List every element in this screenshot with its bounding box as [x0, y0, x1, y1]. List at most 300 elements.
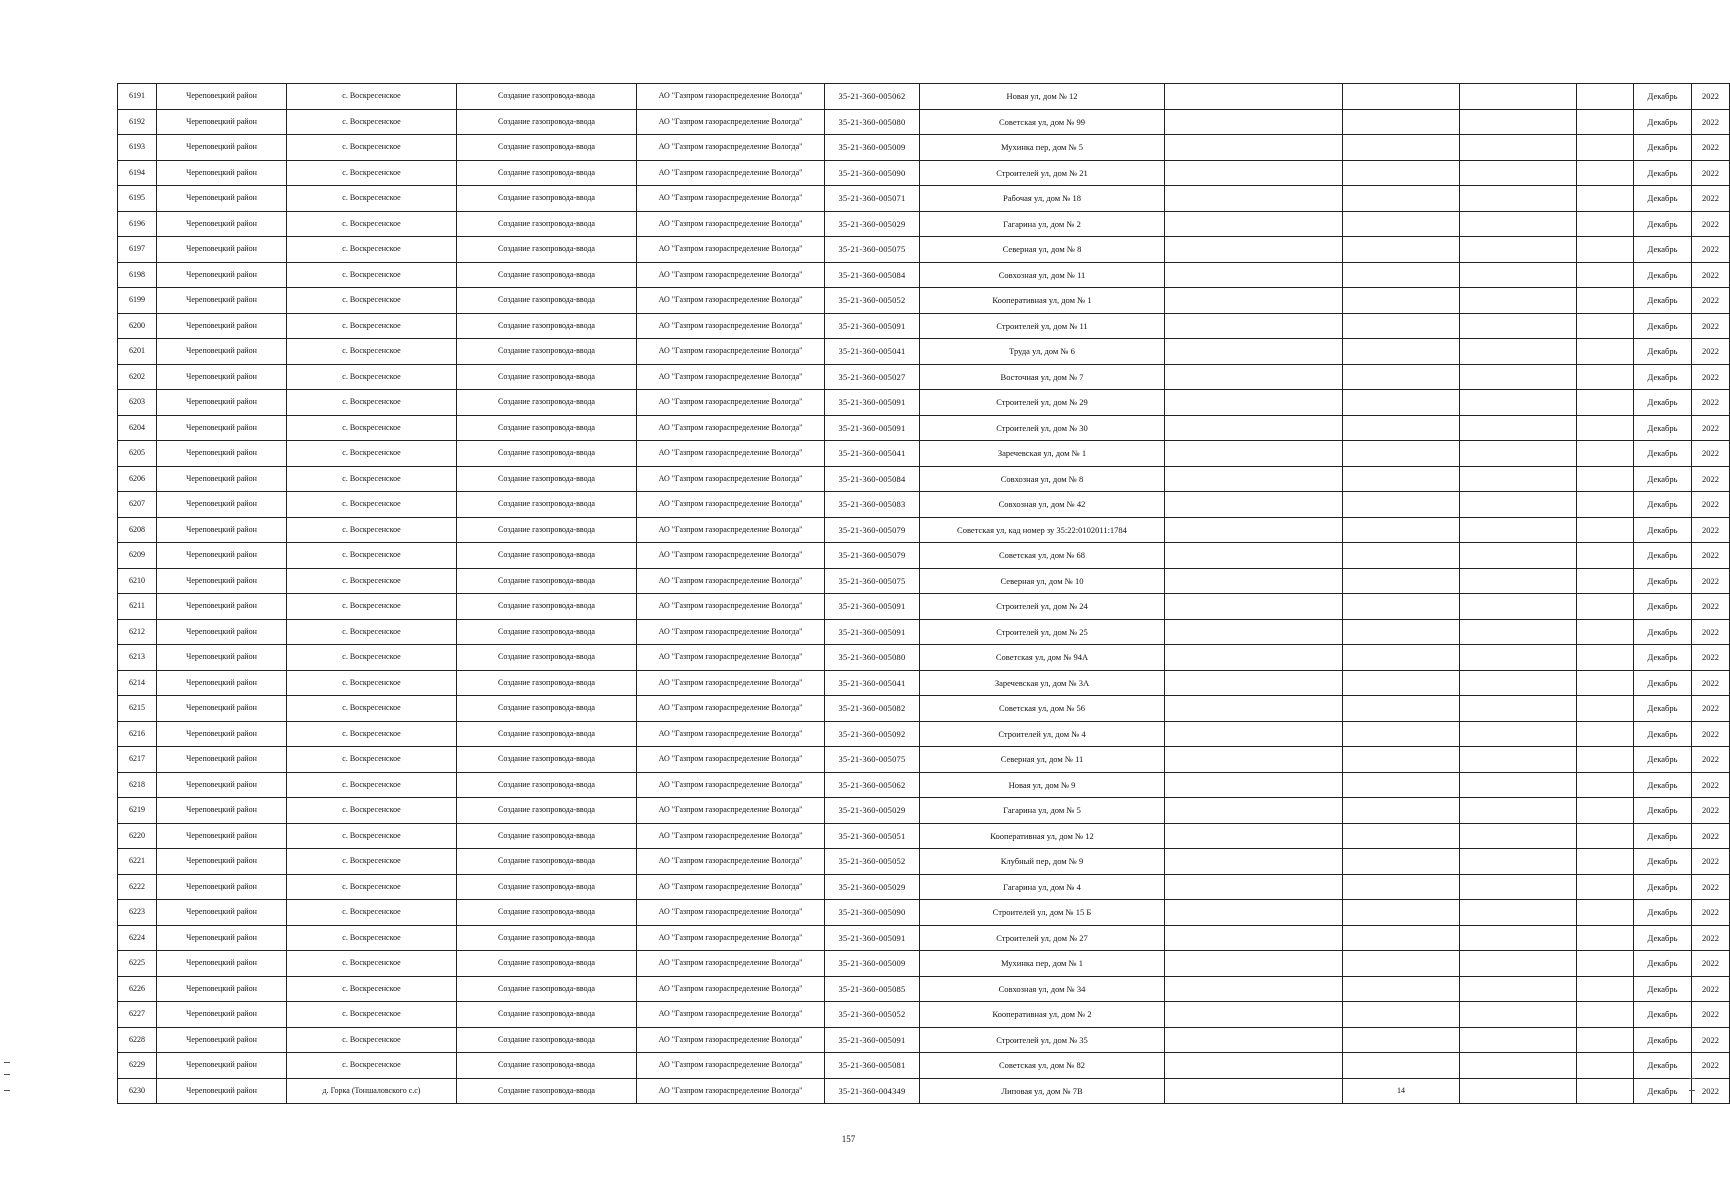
- settlement-cell: с. Воскресенское: [287, 747, 457, 773]
- address-cell: Строителей ул, дом № 15 Б: [920, 900, 1165, 926]
- district-cell: Череповецкий район: [157, 747, 287, 773]
- settlement-cell: с. Воскресенское: [287, 441, 457, 467]
- empty-cell: [1165, 109, 1343, 135]
- table-row: [118, 874, 1730, 900]
- cadastral-number-cell: 35-21-360-005084: [825, 466, 920, 492]
- year-cell: 2022: [1692, 186, 1730, 212]
- spacer-cell: [1577, 849, 1634, 875]
- settlement-cell: с. Воскресенское: [287, 619, 457, 645]
- empty-cell: [1165, 619, 1343, 645]
- settlement-cell: с. Воскресенское: [287, 823, 457, 849]
- organization-cell: АО "Газпром газораспределение Вологда": [637, 976, 825, 1002]
- address-cell: Советская ул, дом № 82: [920, 1053, 1165, 1079]
- empty-cell: [1165, 339, 1343, 365]
- organization-cell: АО "Газпром газораспределение Вологда": [637, 84, 825, 110]
- empty-cell: [1460, 874, 1577, 900]
- district-cell: Череповецкий район: [157, 390, 287, 416]
- district-cell: Череповецкий район: [157, 135, 287, 161]
- empty-cell: [1165, 237, 1343, 263]
- address-cell: Гагарина ул, дом № 2: [920, 211, 1165, 237]
- quantity-cell: [1343, 976, 1460, 1002]
- organization-cell: АО "Газпром газораспределение Вологда": [637, 645, 825, 671]
- work-type-cell: Создание газопровода-ввода: [457, 951, 637, 977]
- empty-cell: [1460, 466, 1577, 492]
- year-cell: 2022: [1692, 517, 1730, 543]
- cadastral-number-cell: 35-21-360-005009: [825, 951, 920, 977]
- organization-cell: АО "Газпром газораспределение Вологда": [637, 441, 825, 467]
- spacer-cell: [1577, 670, 1634, 696]
- year-cell: 2022: [1692, 772, 1730, 798]
- row-number: 6222: [118, 874, 157, 900]
- address-cell: Северная ул, дом № 8: [920, 237, 1165, 263]
- settlement-cell: д. Горка (Тоншаловского с.с): [287, 1078, 457, 1104]
- empty-cell: [1460, 849, 1577, 875]
- quantity-cell: [1343, 721, 1460, 747]
- spacer-cell: [1577, 262, 1634, 288]
- cadastral-number-cell: 35-21-360-005029: [825, 211, 920, 237]
- address-cell: Кооперативная ул, дом № 1: [920, 288, 1165, 314]
- year-cell: 2022: [1692, 339, 1730, 365]
- empty-cell: [1460, 364, 1577, 390]
- settlement-cell: с. Воскресенское: [287, 211, 457, 237]
- quantity-cell: [1343, 823, 1460, 849]
- table-row: [118, 262, 1730, 288]
- month-cell: Декабрь: [1634, 798, 1692, 824]
- year-cell: 2022: [1692, 619, 1730, 645]
- work-type-cell: Создание газопровода-ввода: [457, 543, 637, 569]
- row-number: 6203: [118, 390, 157, 416]
- settlement-cell: с. Воскресенское: [287, 492, 457, 518]
- address-cell: Строителей ул, дом № 29: [920, 390, 1165, 416]
- work-type-cell: Создание газопровода-ввода: [457, 364, 637, 390]
- year-cell: 2022: [1692, 568, 1730, 594]
- year-cell: 2022: [1692, 543, 1730, 569]
- table-row: [118, 849, 1730, 875]
- empty-cell: [1460, 390, 1577, 416]
- settlement-cell: с. Воскресенское: [287, 109, 457, 135]
- quantity-cell: [1343, 160, 1460, 186]
- spacer-cell: [1577, 364, 1634, 390]
- table-row: [118, 390, 1730, 416]
- organization-cell: АО "Газпром газораспределение Вологда": [637, 543, 825, 569]
- month-cell: Декабрь: [1634, 568, 1692, 594]
- table-row: [118, 492, 1730, 518]
- empty-cell: [1460, 798, 1577, 824]
- work-type-cell: Создание газопровода-ввода: [457, 594, 637, 620]
- empty-cell: [1460, 568, 1577, 594]
- spacer-cell: [1577, 288, 1634, 314]
- spacer-cell: [1577, 517, 1634, 543]
- quantity-cell: [1343, 594, 1460, 620]
- settlement-cell: с. Воскресенское: [287, 645, 457, 671]
- quantity-cell: [1343, 466, 1460, 492]
- empty-cell: [1165, 262, 1343, 288]
- empty-cell: [1460, 543, 1577, 569]
- table-body: [118, 84, 1730, 1104]
- month-cell: Декабрь: [1634, 874, 1692, 900]
- cadastral-number-cell: 35-21-360-005071: [825, 186, 920, 212]
- address-cell: Совхозная ул, дом № 11: [920, 262, 1165, 288]
- spacer-cell: [1577, 339, 1634, 365]
- work-type-cell: Создание газопровода-ввода: [457, 84, 637, 110]
- table-row: [118, 925, 1730, 951]
- work-type-cell: Создание газопровода-ввода: [457, 925, 637, 951]
- quantity-cell: [1343, 747, 1460, 773]
- district-cell: Череповецкий район: [157, 237, 287, 263]
- settlement-cell: с. Воскресенское: [287, 594, 457, 620]
- cadastral-number-cell: 35-21-360-005090: [825, 900, 920, 926]
- quantity-cell: [1343, 619, 1460, 645]
- quantity-cell: [1343, 874, 1460, 900]
- empty-cell: [1460, 415, 1577, 441]
- address-cell: Строителей ул, дом № 4: [920, 721, 1165, 747]
- organization-cell: АО "Газпром газораспределение Вологда": [637, 390, 825, 416]
- work-type-cell: Создание газопровода-ввода: [457, 1078, 637, 1104]
- year-cell: 2022: [1692, 925, 1730, 951]
- address-cell: Кооперативная ул, дом № 2: [920, 1002, 1165, 1028]
- month-cell: Декабрь: [1634, 747, 1692, 773]
- settlement-cell: с. Воскресенское: [287, 288, 457, 314]
- organization-cell: АО "Газпром газораспределение Вологда": [637, 160, 825, 186]
- row-number: 6218: [118, 772, 157, 798]
- table-row: [118, 339, 1730, 365]
- row-number: 6200: [118, 313, 157, 339]
- organization-cell: АО "Газпром газораспределение Вологда": [637, 1002, 825, 1028]
- table-row: [118, 186, 1730, 212]
- year-cell: 2022: [1692, 466, 1730, 492]
- district-cell: Череповецкий район: [157, 211, 287, 237]
- year-cell: 2022: [1692, 109, 1730, 135]
- work-type-cell: Создание газопровода-ввода: [457, 798, 637, 824]
- spacer-cell: [1577, 415, 1634, 441]
- organization-cell: АО "Газпром газораспределение Вологда": [637, 466, 825, 492]
- empty-cell: [1165, 772, 1343, 798]
- district-cell: Череповецкий район: [157, 1002, 287, 1028]
- district-cell: Череповецкий район: [157, 772, 287, 798]
- margin-mark: [4, 1090, 10, 1091]
- table-row: [118, 1002, 1730, 1028]
- quantity-cell: [1343, 1053, 1460, 1079]
- spacer-cell: [1577, 925, 1634, 951]
- year-cell: 2022: [1692, 492, 1730, 518]
- district-cell: Череповецкий район: [157, 441, 287, 467]
- cadastral-number-cell: 35-21-360-005052: [825, 1002, 920, 1028]
- work-type-cell: Создание газопровода-ввода: [457, 874, 637, 900]
- empty-cell: [1165, 441, 1343, 467]
- empty-cell: [1165, 313, 1343, 339]
- work-type-cell: Создание газопровода-ввода: [457, 900, 637, 926]
- cadastral-number-cell: 35-21-360-005029: [825, 874, 920, 900]
- district-cell: Череповецкий район: [157, 951, 287, 977]
- row-number: 6216: [118, 721, 157, 747]
- cadastral-number-cell: 35-21-360-005084: [825, 262, 920, 288]
- work-type-cell: Создание газопровода-ввода: [457, 186, 637, 212]
- settlement-cell: с. Воскресенское: [287, 517, 457, 543]
- spacer-cell: [1577, 772, 1634, 798]
- cadastral-number-cell: 35-21-360-005085: [825, 976, 920, 1002]
- organization-cell: АО "Газпром газораспределение Вологда": [637, 849, 825, 875]
- district-cell: Череповецкий район: [157, 160, 287, 186]
- work-type-cell: Создание газопровода-ввода: [457, 619, 637, 645]
- row-number: 6217: [118, 747, 157, 773]
- month-cell: Декабрь: [1634, 84, 1692, 110]
- empty-cell: [1165, 925, 1343, 951]
- district-cell: Череповецкий район: [157, 645, 287, 671]
- spacer-cell: [1577, 186, 1634, 212]
- empty-cell: [1165, 492, 1343, 518]
- month-cell: Декабрь: [1634, 339, 1692, 365]
- district-cell: Череповецкий район: [157, 594, 287, 620]
- data-table: [117, 83, 1730, 1104]
- table-row: [118, 84, 1730, 110]
- row-number: 6202: [118, 364, 157, 390]
- empty-cell: [1460, 823, 1577, 849]
- district-cell: Череповецкий район: [157, 874, 287, 900]
- empty-cell: [1165, 849, 1343, 875]
- address-cell: Липовая ул, дом № 7В: [920, 1078, 1165, 1104]
- settlement-cell: с. Воскресенское: [287, 160, 457, 186]
- month-cell: Декабрь: [1634, 492, 1692, 518]
- quantity-cell: [1343, 390, 1460, 416]
- spacer-cell: [1577, 798, 1634, 824]
- empty-cell: [1460, 492, 1577, 518]
- empty-cell: [1165, 211, 1343, 237]
- empty-cell: [1165, 1078, 1343, 1104]
- district-cell: Череповецкий район: [157, 1078, 287, 1104]
- settlement-cell: с. Воскресенское: [287, 798, 457, 824]
- work-type-cell: Создание газопровода-ввода: [457, 1002, 637, 1028]
- cadastral-number-cell: 35-21-360-005052: [825, 849, 920, 875]
- empty-cell: [1165, 747, 1343, 773]
- quantity-cell: [1343, 696, 1460, 722]
- address-cell: Новая ул, дом № 9: [920, 772, 1165, 798]
- address-cell: Гагарина ул, дом № 5: [920, 798, 1165, 824]
- empty-cell: [1460, 772, 1577, 798]
- row-number: 6225: [118, 951, 157, 977]
- work-type-cell: Создание газопровода-ввода: [457, 466, 637, 492]
- year-cell: 2022: [1692, 135, 1730, 161]
- spacer-cell: [1577, 747, 1634, 773]
- row-number: 6206: [118, 466, 157, 492]
- quantity-cell: [1343, 135, 1460, 161]
- district-cell: Череповецкий район: [157, 262, 287, 288]
- quantity-cell: [1343, 186, 1460, 212]
- month-cell: Декабрь: [1634, 441, 1692, 467]
- spacer-cell: [1577, 313, 1634, 339]
- address-cell: Строителей ул, дом № 30: [920, 415, 1165, 441]
- work-type-cell: Создание газопровода-ввода: [457, 976, 637, 1002]
- cadastral-number-cell: 35-21-360-005091: [825, 594, 920, 620]
- work-type-cell: Создание газопровода-ввода: [457, 696, 637, 722]
- organization-cell: АО "Газпром газораспределение Вологда": [637, 747, 825, 773]
- address-cell: Строителей ул, дом № 27: [920, 925, 1165, 951]
- settlement-cell: с. Воскресенское: [287, 696, 457, 722]
- row-number: 6230: [118, 1078, 157, 1104]
- empty-cell: [1460, 1053, 1577, 1079]
- row-number: 6219: [118, 798, 157, 824]
- table-row: [118, 1053, 1730, 1079]
- cadastral-number-cell: 35-21-360-005009: [825, 135, 920, 161]
- row-number: 6194: [118, 160, 157, 186]
- work-type-cell: Создание газопровода-ввода: [457, 568, 637, 594]
- year-cell: 2022: [1692, 441, 1730, 467]
- quantity-cell: [1343, 492, 1460, 518]
- cadastral-number-cell: 35-21-360-005091: [825, 1027, 920, 1053]
- quantity-cell: [1343, 109, 1460, 135]
- year-cell: 2022: [1692, 160, 1730, 186]
- table-row: [118, 415, 1730, 441]
- year-cell: 2022: [1692, 1078, 1730, 1104]
- month-cell: Декабрь: [1634, 135, 1692, 161]
- address-cell: Мухинка пер, дом № 5: [920, 135, 1165, 161]
- cadastral-number-cell: 35-21-360-005092: [825, 721, 920, 747]
- year-cell: 2022: [1692, 900, 1730, 926]
- spacer-cell: [1577, 951, 1634, 977]
- empty-cell: [1460, 645, 1577, 671]
- work-type-cell: Создание газопровода-ввода: [457, 109, 637, 135]
- spacer-cell: [1577, 466, 1634, 492]
- spacer-cell: [1577, 1078, 1634, 1104]
- quantity-cell: [1343, 951, 1460, 977]
- spacer-cell: [1577, 211, 1634, 237]
- spacer-cell: [1577, 160, 1634, 186]
- address-cell: Заречевская ул, дом № 1: [920, 441, 1165, 467]
- month-cell: Декабрь: [1634, 466, 1692, 492]
- empty-cell: [1165, 670, 1343, 696]
- quantity-cell: [1343, 441, 1460, 467]
- work-type-cell: Создание газопровода-ввода: [457, 135, 637, 161]
- work-type-cell: Создание газопровода-ввода: [457, 1027, 637, 1053]
- spacer-cell: [1577, 1053, 1634, 1079]
- address-cell: Строителей ул, дом № 25: [920, 619, 1165, 645]
- row-number: 6226: [118, 976, 157, 1002]
- row-number: 6192: [118, 109, 157, 135]
- table-row: [118, 645, 1730, 671]
- quantity-cell: [1343, 84, 1460, 110]
- month-cell: Декабрь: [1634, 543, 1692, 569]
- row-number: 6209: [118, 543, 157, 569]
- cadastral-number-cell: 35-21-360-005083: [825, 492, 920, 518]
- quantity-cell: [1343, 211, 1460, 237]
- spacer-cell: [1577, 84, 1634, 110]
- year-cell: 2022: [1692, 951, 1730, 977]
- settlement-cell: с. Воскресенское: [287, 1053, 457, 1079]
- cadastral-number-cell: 35-21-360-005041: [825, 441, 920, 467]
- spacer-cell: [1577, 543, 1634, 569]
- district-cell: Череповецкий район: [157, 1053, 287, 1079]
- settlement-cell: с. Воскресенское: [287, 976, 457, 1002]
- table-row: [118, 696, 1730, 722]
- empty-cell: [1165, 645, 1343, 671]
- organization-cell: АО "Газпром газораспределение Вологда": [637, 670, 825, 696]
- settlement-cell: с. Воскресенское: [287, 670, 457, 696]
- settlement-cell: с. Воскресенское: [287, 874, 457, 900]
- empty-cell: [1460, 109, 1577, 135]
- empty-cell: [1460, 84, 1577, 110]
- address-cell: Северная ул, дом № 10: [920, 568, 1165, 594]
- month-cell: Декабрь: [1634, 211, 1692, 237]
- quantity-cell: [1343, 339, 1460, 365]
- work-type-cell: Создание газопровода-ввода: [457, 339, 637, 365]
- table-row: [118, 288, 1730, 314]
- cadastral-number-cell: 35-21-360-005082: [825, 696, 920, 722]
- year-cell: 2022: [1692, 262, 1730, 288]
- district-cell: Череповецкий район: [157, 900, 287, 926]
- empty-cell: [1460, 1002, 1577, 1028]
- spacer-cell: [1577, 441, 1634, 467]
- quantity-cell: [1343, 1027, 1460, 1053]
- cadastral-number-cell: 35-21-360-004349: [825, 1078, 920, 1104]
- table-row: [118, 951, 1730, 977]
- organization-cell: АО "Газпром газораспределение Вологда": [637, 135, 825, 161]
- empty-cell: [1460, 696, 1577, 722]
- organization-cell: АО "Газпром газораспределение Вологда": [637, 313, 825, 339]
- cadastral-number-cell: 35-21-360-005075: [825, 747, 920, 773]
- spacer-cell: [1577, 619, 1634, 645]
- row-number: 6227: [118, 1002, 157, 1028]
- row-number: 6207: [118, 492, 157, 518]
- work-type-cell: Создание газопровода-ввода: [457, 823, 637, 849]
- row-number: 6197: [118, 237, 157, 263]
- empty-cell: [1460, 288, 1577, 314]
- empty-cell: [1165, 696, 1343, 722]
- district-cell: Череповецкий район: [157, 696, 287, 722]
- year-cell: 2022: [1692, 747, 1730, 773]
- table-row: [118, 211, 1730, 237]
- district-cell: Череповецкий район: [157, 186, 287, 212]
- empty-cell: [1165, 415, 1343, 441]
- year-cell: 2022: [1692, 211, 1730, 237]
- work-type-cell: Создание газопровода-ввода: [457, 670, 637, 696]
- month-cell: Декабрь: [1634, 109, 1692, 135]
- organization-cell: АО "Газпром газораспределение Вологда": [637, 237, 825, 263]
- row-number: 6201: [118, 339, 157, 365]
- quantity-cell: 14: [1343, 1078, 1460, 1104]
- settlement-cell: с. Воскресенское: [287, 339, 457, 365]
- month-cell: Декабрь: [1634, 900, 1692, 926]
- address-cell: Советская ул, дом № 56: [920, 696, 1165, 722]
- empty-cell: [1165, 84, 1343, 110]
- empty-cell: [1460, 262, 1577, 288]
- row-number: 6228: [118, 1027, 157, 1053]
- cadastral-number-cell: 35-21-360-005091: [825, 415, 920, 441]
- settlement-cell: с. Воскресенское: [287, 721, 457, 747]
- organization-cell: АО "Газпром газораспределение Вологда": [637, 186, 825, 212]
- table-row: [118, 109, 1730, 135]
- organization-cell: АО "Газпром газораспределение Вологда": [637, 262, 825, 288]
- empty-cell: [1165, 874, 1343, 900]
- organization-cell: АО "Газпром газораспределение Вологда": [637, 492, 825, 518]
- address-cell: Советская ул, дом № 94А: [920, 645, 1165, 671]
- organization-cell: АО "Газпром газораспределение Вологда": [637, 1078, 825, 1104]
- empty-cell: [1460, 186, 1577, 212]
- month-cell: Декабрь: [1634, 925, 1692, 951]
- address-cell: Советская ул, кад номер зу 35:22:0102011:1784: [920, 517, 1165, 543]
- empty-cell: [1165, 1002, 1343, 1028]
- empty-cell: [1165, 823, 1343, 849]
- margin-mark: [1689, 1078, 1695, 1079]
- month-cell: Декабрь: [1634, 951, 1692, 977]
- work-type-cell: Создание газопровода-ввода: [457, 492, 637, 518]
- table-row: [118, 568, 1730, 594]
- month-cell: Декабрь: [1634, 594, 1692, 620]
- address-cell: Советская ул, дом № 68: [920, 543, 1165, 569]
- month-cell: Декабрь: [1634, 160, 1692, 186]
- empty-cell: [1165, 1053, 1343, 1079]
- settlement-cell: с. Воскресенское: [287, 1027, 457, 1053]
- cadastral-number-cell: 35-21-360-005091: [825, 313, 920, 339]
- work-type-cell: Создание газопровода-ввода: [457, 390, 637, 416]
